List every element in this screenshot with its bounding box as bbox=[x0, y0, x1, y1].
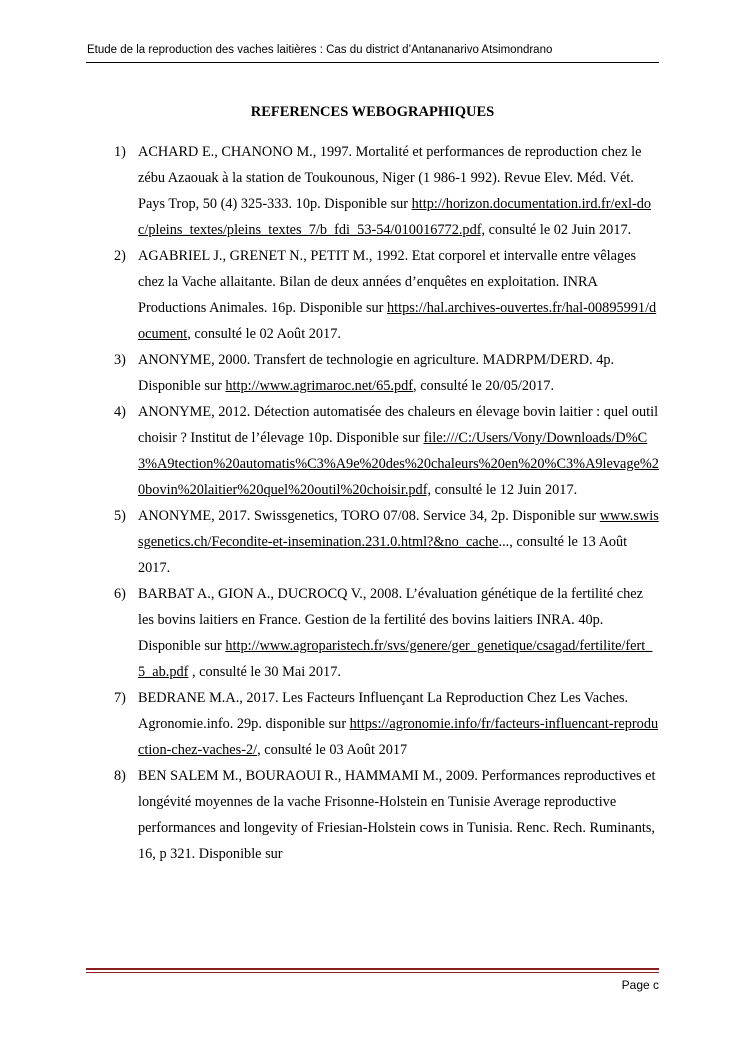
reference-consulted: consulté le 02 Juin 2017. bbox=[485, 222, 632, 238]
reference-link[interactable]: http://www.agroparistech.fr/svs/genere/ger_genetique/csagad/fertilite/fert_5_ab.pdf bbox=[138, 638, 653, 680]
reference-item-5 bbox=[96, 503, 659, 581]
reference-text: ANONYME, 2012. Détection automatisée des chaleurs en élevage bovin laitier : quel outil choisir ? Institut de l’élevage 10p. Disponible sur bbox=[138, 404, 659, 446]
reference-consulted: , consulté le 20/05/2017. bbox=[413, 378, 555, 394]
reference-text: ACHARD E., CHANONO M., 1997. Mortalité et performances de reproduction chez le zébu Azaouak à la station de Toukounous, Niger (1 986-1 992). Revue Elev. Méd. Vét. Pays Trop, 50 (4) 325-333. 10p. Disponible sur bbox=[138, 144, 642, 212]
reference-body bbox=[138, 503, 659, 581]
reference-text: AGABRIEL J., GRENET N., PETIT M., 1992. Etat corporel et intervalle entre vêlages chez la Vache allaitante. Bilan de deux années d’enquêtes en exploitation. INRA Productions Animales. 16p. Disponible sur bbox=[138, 248, 637, 316]
reference-text: ANONYME, 2017. Swissgenetics, TORO 07/08. Service 34, 2p. Disponible sur bbox=[138, 508, 600, 524]
reference-number: 7) bbox=[114, 690, 126, 706]
reference-item-6 bbox=[96, 581, 659, 685]
reference-body bbox=[138, 243, 659, 347]
reference-text: BEN SALEM M., BOURAOUI R., HAMMAMI M., 2009. Performances reproductives et longévité moyennes de la vache Frisonne-Holstein en Tunisie Average reproductive performances and longevity of Friesian-Holstein cows in Tunisia. Renc. Rech. Ruminants, 16, p 321. Disponible sur bbox=[138, 768, 656, 862]
reference-text: BARBAT A., GION A., DUCROCQ V., 2008. L’évaluation génétique de la fertilité chez les bovins laitiers en France. Gestion de la fertilité des bovins laitiers INRA. 40p. Disponible sur bbox=[138, 586, 643, 654]
running-header: Etude de la reproduction des vaches laitières : Cas du district d’Antananarivo Atsimondrano bbox=[87, 44, 553, 56]
reference-text: BEDRANE M.A., 2017. Les Facteurs Influençant La Reproduction Chez Les Vaches. Agronomie.info. 29p. disponible sur bbox=[138, 690, 629, 732]
reference-number: 8) bbox=[114, 768, 126, 784]
reference-link[interactable]: http://horizon.documentation.ird.fr/exl-doc/pleins_textes/pleins_textes_7/b_fdi_53-54/010016772.pdf, bbox=[138, 196, 652, 238]
reference-link[interactable]: file:///C:/Users/Vony/Downloads/D%C3%A9tection%20automatis%C3%A9e%20des%20chaleurs%20en%20%C3%A9levage%20bovin%20laitier%20quel%20outil%20choisir.pdf, bbox=[138, 430, 659, 498]
reference-list bbox=[96, 139, 659, 867]
reference-body bbox=[138, 139, 659, 243]
reference-item-7 bbox=[96, 685, 659, 763]
reference-link[interactable]: www.swissgenetics.ch/Fecondite-et-insemination.231.0.html?&no_cache bbox=[138, 508, 659, 550]
reference-consulted: , consulté le 30 Mai 2017. bbox=[188, 664, 341, 680]
reference-link[interactable]: https://agronomie.info/fr/facteurs-influencant-reproduction-chez-vaches-2/ bbox=[138, 716, 659, 758]
reference-body bbox=[138, 347, 659, 399]
reference-number: 1) bbox=[114, 144, 126, 160]
reference-item-1 bbox=[96, 139, 659, 243]
reference-item-2 bbox=[96, 243, 659, 347]
reference-consulted: , consulté le 02 Août 2017. bbox=[187, 326, 341, 342]
reference-number: 6) bbox=[114, 586, 126, 602]
reference-link[interactable]: http://www.agrimaroc.net/65.pdf bbox=[225, 378, 414, 394]
reference-item-8 bbox=[96, 763, 659, 867]
reference-item-3 bbox=[96, 347, 659, 399]
reference-body bbox=[138, 685, 659, 763]
footer-divider-thick bbox=[86, 968, 659, 970]
reference-number: 5) bbox=[114, 508, 126, 524]
page-number: Page c bbox=[621, 978, 659, 992]
reference-number: 3) bbox=[114, 352, 126, 368]
reference-link[interactable]: https://hal.archives-ouvertes.fr/hal-00895991/document bbox=[138, 300, 657, 342]
reference-body bbox=[138, 399, 659, 503]
reference-consulted: consulté le 12 Juin 2017. bbox=[431, 482, 578, 498]
section-title: REFERENCES WEBOGRAPHIQUES bbox=[250, 104, 495, 120]
reference-text: ANONYME, 2000. Transfert de technologie en agriculture. MADRPM/DERD. 4p. Disponible sur bbox=[138, 352, 615, 394]
reference-body bbox=[138, 581, 659, 685]
reference-number: 2) bbox=[114, 248, 126, 264]
reference-item-4 bbox=[96, 399, 659, 503]
header-divider bbox=[86, 62, 659, 63]
reference-consulted: , consulté le 03 Août 2017 bbox=[257, 742, 408, 758]
reference-body bbox=[138, 763, 659, 867]
footer-divider-thin bbox=[86, 972, 659, 973]
reference-consulted: ..., consulté le 13 Août 2017. bbox=[138, 534, 628, 576]
reference-number: 4) bbox=[114, 404, 126, 420]
